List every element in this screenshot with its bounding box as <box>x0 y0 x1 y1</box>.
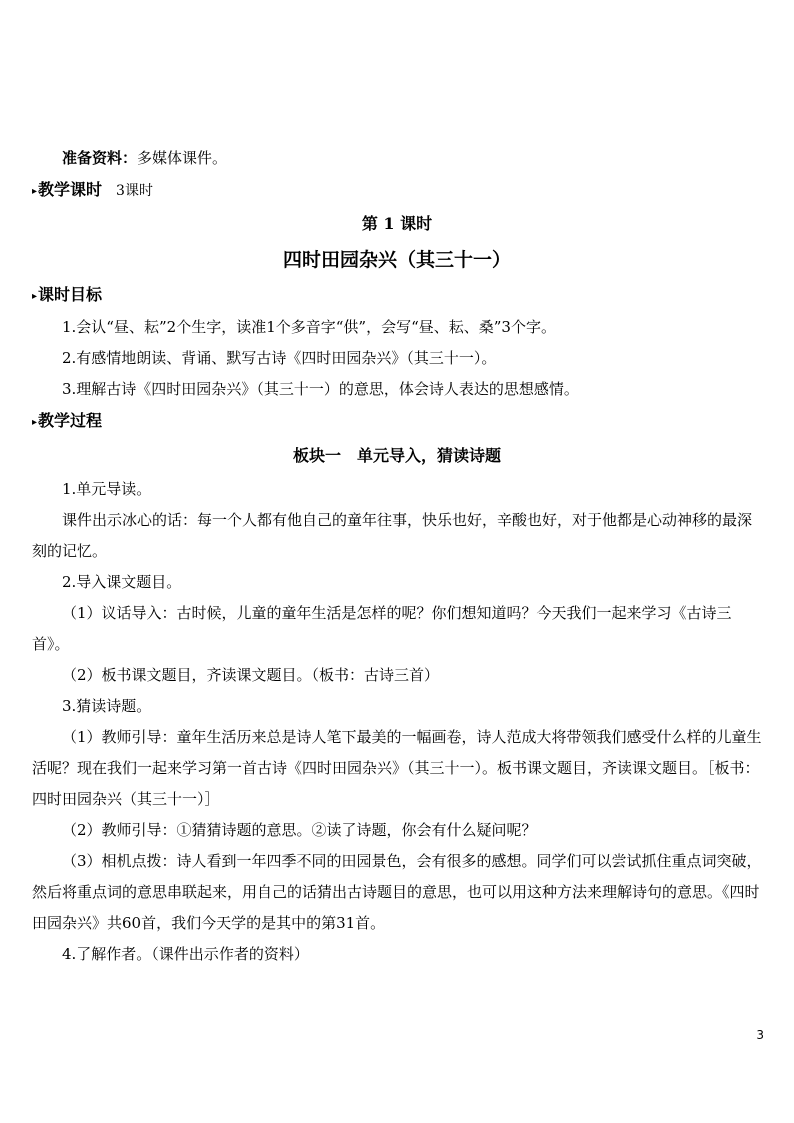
process-paragraph: 2.导入课文题目。 <box>62 573 182 591</box>
objective-item: 1.会认“昼、耘”2个生字，读准1个多音字“供”，会写“昼、耘、桑”3个字。 <box>62 318 556 336</box>
process-paragraph: 3.猜读诗题。 <box>62 697 152 715</box>
process-paragraph: 1.单元导读。 <box>62 480 152 498</box>
document-body <box>32 143 762 970</box>
section-objectives-label: 课时目标 <box>38 285 103 304</box>
process-paragraph: （3）相机点拨：诗人看到一年四季不同的田园景色，会有很多的感想。同学们可以尝试抓住重点词突破，然后将重点词的意思串联起来，用自己的话猜出古诗题目的意思，也可以用这种方法来理解诗句的意思。《四时田园杂兴》共60首，我们今天学的是其中的第31首。 <box>32 852 762 932</box>
poem-title: 四时田园杂兴（其三十一） <box>282 249 511 271</box>
section-process-label: 教学过程 <box>38 411 103 430</box>
section-lesson-time-label: 教学课时 <box>38 180 103 199</box>
process-paragraph: （2）板书课文题目，齐读课文题目。（板书：古诗三首） <box>62 666 440 684</box>
prep-line <box>32 143 762 174</box>
prep-value: 多媒体课件。 <box>137 149 228 167</box>
triangle-marker-icon: ▸ <box>32 186 38 197</box>
process-paragraph: 4.了解作者。（课件出示作者的资料） <box>62 945 309 963</box>
section-objectives <box>32 279 762 312</box>
prep-label: 准备资料： <box>62 149 138 167</box>
section-lesson-time <box>32 174 762 207</box>
block-title: 板块一 单元导入，猜读诗题 <box>292 446 501 465</box>
page-number: 3 <box>756 1028 764 1042</box>
section-lesson-time-value: 3课时 <box>116 183 153 199</box>
triangle-marker-icon: ▸ <box>32 291 38 302</box>
triangle-marker-icon: ▸ <box>32 417 38 428</box>
objective-item: 2.有感情地朗读、背诵、默写古诗《四时田园杂兴》（其三十一）。 <box>62 349 497 367</box>
process-paragraph: 课件出示冰心的话：每一个人都有他自己的童年往事，快乐也好，辛酸也好，对于他都是心动神移的最深刻的记忆。 <box>32 511 753 560</box>
process-paragraph: （1）教师引导：童年生活历来总是诗人笔下最美的一幅画卷，诗人范成大将带领我们感受什么样的儿童生活呢？现在我们一起来学习第一首古诗《四时田园杂兴》（其三十一）。板书课文题目，齐读课文题目。［板书：四时田园杂兴（其三十一）］ <box>32 728 762 808</box>
objective-item: 3.理解古诗《四时田园杂兴》（其三十一）的意思，体会诗人表达的思想感情。 <box>62 380 579 398</box>
lesson-title: 第 1 课时 <box>361 214 433 233</box>
process-paragraph: （1）议话导入：古时候，儿童的童年生活是怎样的呢？你们想知道吗？今天我们一起来学习《古诗三首》。 <box>32 604 732 653</box>
process-paragraph: （2）教师引导：①猜猜诗题的意思。②读了诗题，你会有什么疑问呢？ <box>62 821 537 839</box>
section-process <box>32 405 762 438</box>
